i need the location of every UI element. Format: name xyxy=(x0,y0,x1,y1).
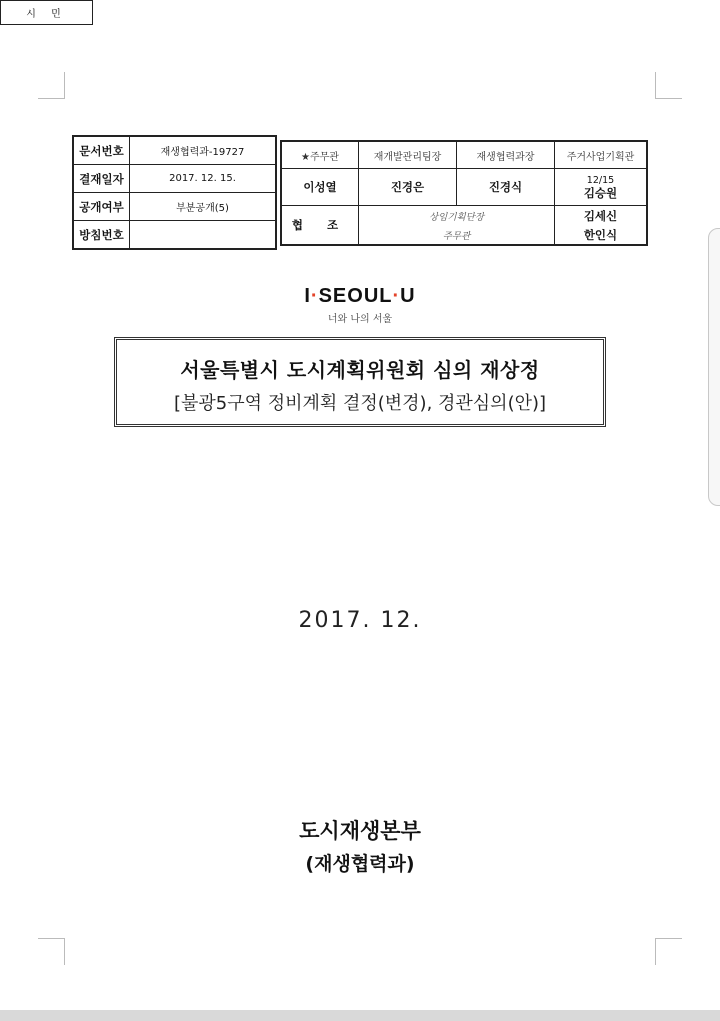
document-date: 2017. 12. xyxy=(298,608,422,633)
doc-info-row xyxy=(73,165,276,193)
logo-wordmark: I·SEOUL·U xyxy=(304,285,416,307)
cooperation-title: 상임기획단장 xyxy=(359,206,555,226)
approval-date-label: 결재일자 xyxy=(73,165,130,193)
approval-name-row xyxy=(281,169,647,206)
crop-mark-bottom-right xyxy=(655,938,682,965)
final-approver-cell xyxy=(555,169,648,206)
cooperation-label: 협 조 xyxy=(281,206,359,246)
doc-info-row xyxy=(73,136,276,165)
document-title-box xyxy=(114,337,606,427)
document-info-table xyxy=(72,135,277,250)
policy-number-label: 방침번호 xyxy=(73,221,130,250)
cooperation-row xyxy=(281,206,647,226)
cooperation-name: 김세신 xyxy=(555,206,648,226)
citizen-sign-box: 시 민 xyxy=(0,0,93,25)
logo-tagline: 너와 나의 서울 xyxy=(327,314,393,325)
approval-header-row xyxy=(281,141,647,169)
viewer-bottom-strip xyxy=(0,1010,720,1021)
department-name: 도시재생본부 xyxy=(299,819,421,843)
approver-name: 진경식 xyxy=(457,169,555,206)
approver-title: 주거사업기획관 xyxy=(555,141,648,169)
iseoulu-logo xyxy=(260,285,460,325)
disclosure-value: 부분공개(5) xyxy=(130,193,277,221)
approver-name: 이성열 xyxy=(281,169,359,206)
disclosure-label: 공개여부 xyxy=(73,193,130,221)
approval-date-value: 2017. 12. 15. xyxy=(130,165,277,193)
approver-title: 재생협력과장 xyxy=(457,141,555,169)
approver-name: 진경은 xyxy=(359,169,457,206)
division-name: (재생협력과) xyxy=(305,853,415,875)
doc-number-label: 문서번호 xyxy=(73,136,130,165)
approver-title: 재개발관리팀장 xyxy=(359,141,457,169)
document-subtitle: [불광5구역 정비계획 결정(변경), 경관심의(안)] xyxy=(173,393,547,414)
cooperation-title: 주무관 xyxy=(359,225,555,245)
crop-mark-top-left xyxy=(38,72,65,99)
approver-name: 김승원 xyxy=(583,185,618,200)
crop-mark-bottom-left xyxy=(38,938,65,965)
policy-number-value xyxy=(130,221,277,250)
approver-title: ★주무관 xyxy=(281,141,359,169)
document-title: 서울특별시 도시계획위원회 심의 재상정 xyxy=(180,358,540,382)
doc-info-row xyxy=(73,221,276,250)
doc-number-value: 재생협력과-19727 xyxy=(130,136,277,165)
issuing-department xyxy=(210,815,510,876)
approval-table xyxy=(280,140,648,246)
doc-info-row xyxy=(73,193,276,221)
crop-mark-top-right xyxy=(655,72,682,99)
page-scroll-handle[interactable] xyxy=(708,228,720,506)
approval-sign-date: 12/15 xyxy=(586,174,615,186)
cooperation-name: 한인식 xyxy=(555,225,648,245)
